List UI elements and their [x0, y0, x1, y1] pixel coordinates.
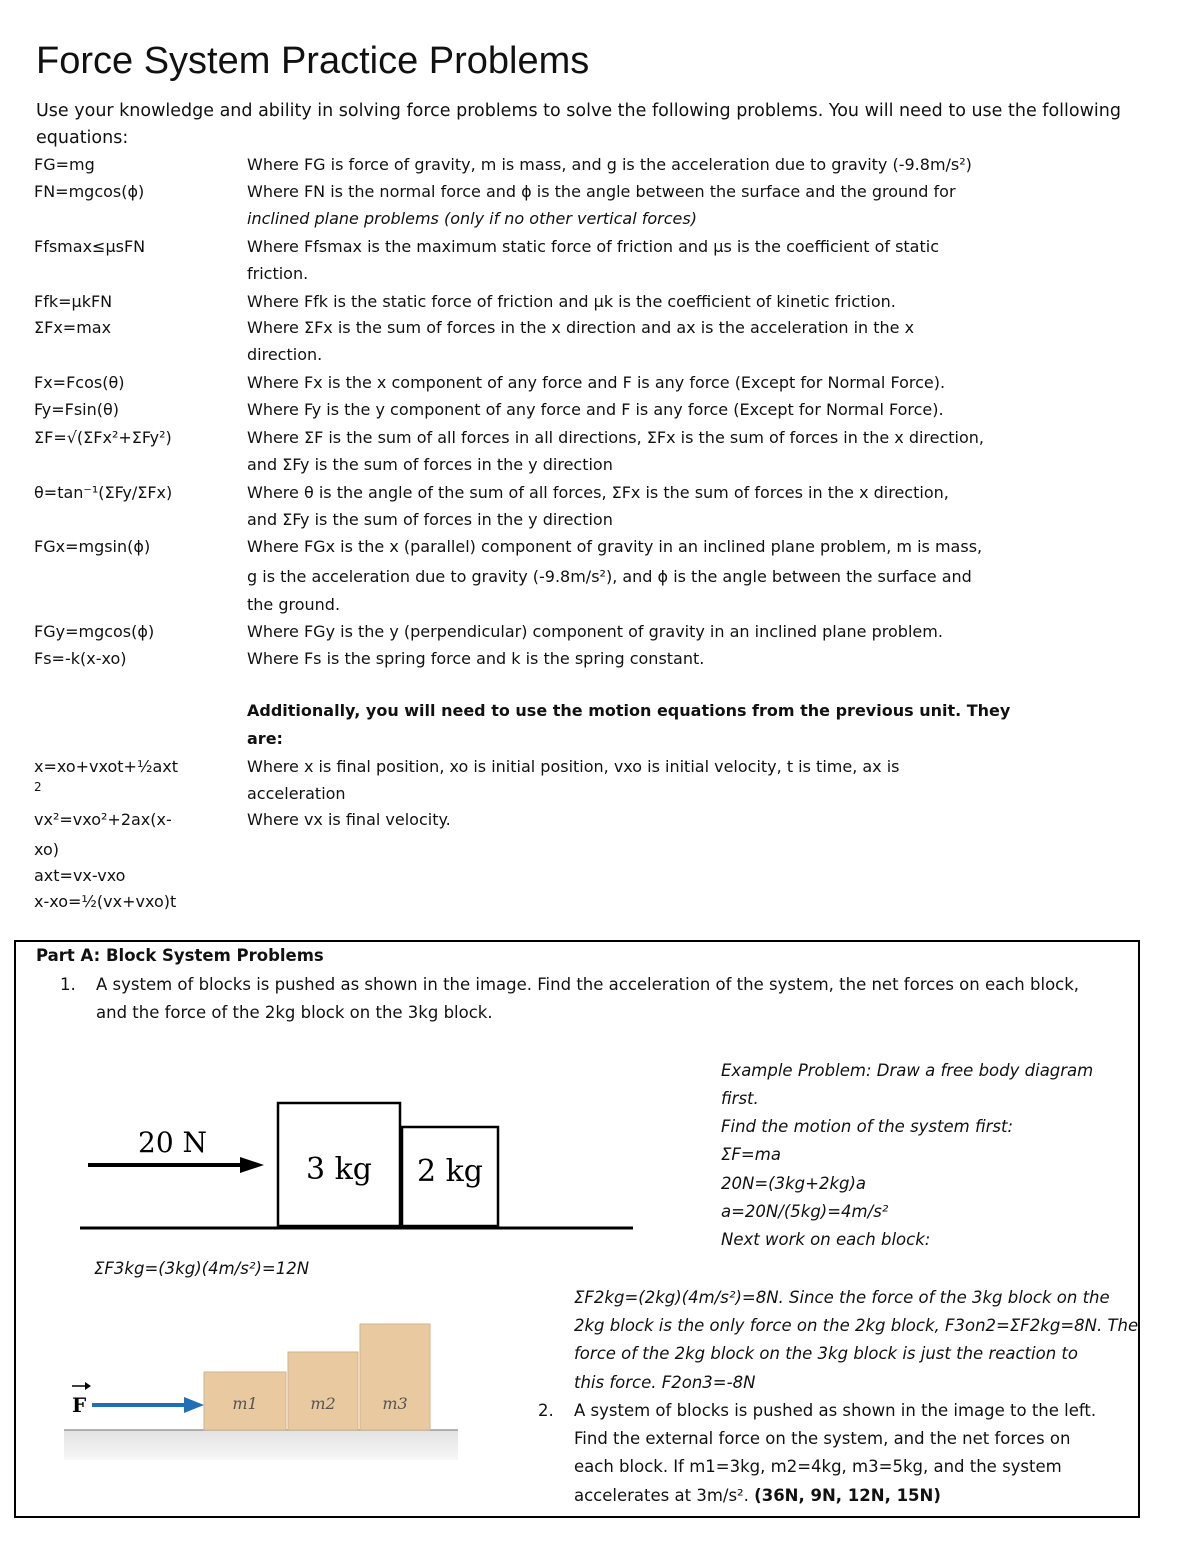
desc-gravity-parallel-1: Where FGx is the x (parallel) component of gravity in an inclined plane problem, m is mass, [247, 537, 983, 556]
question-1-line-1: A system of blocks is pushed as shown in the image. Find the acceleration of the system, the net forces on each block, [96, 975, 1080, 994]
motion-eq-position-cont: 2 [34, 780, 42, 794]
question-1-number: 1. [60, 975, 76, 994]
net-force-2kg-line-2: 2kg block is the only force on the 2kg block, F3on2=ΣF2kg=8N. The [574, 1316, 1139, 1335]
page-title: Force System Practice Problems [36, 40, 590, 82]
desc-static-friction-2: friction. [247, 264, 309, 283]
equation-gravity: FG=mg [34, 155, 95, 174]
force-vector-mark-head [85, 1382, 91, 1390]
desc-angle-2: and ΣFy is the sum of forces in the y direction [247, 510, 613, 529]
block-m1-label: m1 [232, 1394, 258, 1413]
net-force-2kg-line-4: this force. F2on3=-8N [574, 1373, 756, 1392]
ground-surface [64, 1430, 458, 1460]
part-a-heading: Part A: Block System Problems [36, 946, 324, 965]
motion-eq-velocity: vx²=vxo²+2ax(x- [34, 810, 172, 829]
figure-three-blocks [60, 1318, 470, 1468]
question-2-line-2: Find the external force on the system, and the net forces on [574, 1429, 1071, 1448]
equation-net-force: ΣF=√(ΣFx²+ΣFy²) [34, 428, 172, 447]
block-m2-label: m2 [310, 1394, 336, 1413]
desc-normal-2: inclined plane problems (only if no other vertical forces) [247, 209, 697, 228]
desc-gravity: Where FG is force of gravity, m is mass, and g is the acceleration due to gravity (-9.8m/s²) [247, 155, 972, 174]
equation-fy-component: Fy=Fsin(θ) [34, 400, 120, 419]
example-line-7: Next work on each block: [721, 1230, 931, 1249]
desc-kinetic-friction: Where Ffk is the static force of friction and μk is the coefficient of kinetic friction. [247, 292, 896, 311]
example-line-5: 20N=(3kg+2kg)a [721, 1174, 867, 1193]
equation-fx-component: Fx=Fcos(θ) [34, 373, 125, 392]
intro-line-2: equations: [36, 128, 129, 148]
question-2-answers: (36N, 9N, 12N, 15N) [754, 1486, 941, 1505]
net-force-3kg: ΣF3kg=(3kg)(4m/s²)=12N [94, 1259, 310, 1278]
desc-angle-1: Where θ is the angle of the sum of all forces, ΣFx is the sum of forces in the x direction, [247, 483, 949, 502]
equation-normal: FN=mgcos(ϕ) [34, 182, 145, 201]
desc-net-force-2: and ΣFy is the sum of forces in the y direction [247, 455, 613, 474]
block-m2 [288, 1352, 358, 1430]
equation-newton-x: ΣFx=max [34, 318, 112, 337]
force-arrow-label: F [72, 1393, 87, 1417]
block-3kg-label: 3 kg [305, 1152, 373, 1187]
question-2-accel: accelerates at 3m/s². [574, 1486, 749, 1505]
desc-static-friction-1: Where Ffsmax is the maximum static force of friction and μs is the coefficient of static [247, 237, 939, 256]
equation-static-friction-max: Ffsmax≤μsFN [34, 237, 146, 256]
net-force-2kg-line-1: ΣF2kg=(2kg)(4m/s²)=8N. Since the force of the 3kg block on the [574, 1288, 1110, 1307]
block-m3 [360, 1324, 430, 1430]
motion-desc-position-1: Where x is final position, xo is initial position, vxo is initial velocity, t is time, ax is [247, 757, 900, 776]
push-arrow-head [240, 1157, 264, 1173]
push-force-label: 20 N [138, 1126, 208, 1159]
desc-fx-component: Where Fx is the x component of any force and F is any force (Except for Normal Force). [247, 373, 946, 392]
question-2-line-3: each block. If m1=3kg, m2=4kg, m3=5kg, and the system [574, 1457, 1062, 1476]
motion-eq-velocity-cont: xo) [34, 840, 60, 859]
desc-spring: Where Fs is the spring force and k is the spring constant. [247, 649, 705, 668]
question-2-line-4 [574, 1486, 941, 1505]
example-line-1: Example Problem: Draw a free body diagram [721, 1061, 1094, 1080]
desc-normal-1: Where FN is the normal force and ϕ is the angle between the surface and the ground for [247, 182, 956, 201]
motion-eq-average: x-xo=½(vx+vxo)t [34, 892, 177, 911]
desc-gravity-parallel-3: the ground. [247, 595, 341, 614]
motion-eq-position: x=xo+vxot+½axt [34, 757, 179, 776]
block-m3-label: m3 [382, 1394, 408, 1413]
desc-net-force-1: Where ΣF is the sum of all forces in all directions, ΣFx is the sum of forces in the x direction, [247, 428, 985, 447]
equation-kinetic-friction: Ffk=μkFN [34, 292, 113, 311]
motion-desc-position-2: acceleration [247, 784, 346, 803]
desc-fy-component: Where Fy is the y component of any force and F is any force (Except for Normal Force). [247, 400, 944, 419]
equation-gravity-parallel: FGx=mgsin(ϕ) [34, 537, 151, 556]
desc-newton-x-1: Where ΣFx is the sum of forces in the x direction and ax is the acceleration in the x [247, 318, 915, 337]
motion-eq-acceleration: axt=vx-vxo [34, 866, 126, 885]
motion-heading-1: Additionally, you will need to use the motion equations from the previous unit. They [247, 701, 1011, 720]
motion-heading-2: are: [247, 729, 283, 748]
example-line-3: Find the motion of the system first: [721, 1117, 1014, 1136]
equation-gravity-perpendicular: FGy=mgcos(ϕ) [34, 622, 155, 641]
question-2-line-1: A system of blocks is pushed as shown in the image to the left. [574, 1401, 1097, 1420]
block-2kg-label: 2 kg [416, 1154, 484, 1189]
desc-gravity-parallel-2: g is the acceleration due to gravity (-9.8m/s²), and ϕ is the angle between the surface and [247, 567, 972, 586]
force-arrow-head [184, 1397, 204, 1413]
desc-gravity-perpendicular: Where FGy is the y (perpendicular) component of gravity in an inclined plane problem. [247, 622, 943, 641]
example-line-6: a=20N/(5kg)=4m/s² [721, 1202, 889, 1221]
question-1-line-2: and the force of the 2kg block on the 3kg block. [96, 1003, 493, 1022]
figure-two-blocks [80, 1095, 640, 1235]
question-2-number: 2. [538, 1401, 554, 1420]
equation-angle: θ=tan⁻¹(ΣFy/ΣFx) [34, 483, 173, 502]
net-force-2kg-line-3: force of the 2kg block on the 3kg block is just the reaction to [574, 1344, 1078, 1363]
example-line-4: ΣF=ma [721, 1145, 781, 1164]
equation-spring: Fs=-k(x-xo) [34, 649, 127, 668]
intro-line-1: Use your knowledge and ability in solving force problems to solve the following problems. You will need to use the following [36, 101, 1121, 121]
example-line-2: first. [721, 1089, 759, 1108]
motion-desc-velocity: Where vx is final velocity. [247, 810, 451, 829]
desc-newton-x-2: direction. [247, 345, 323, 364]
